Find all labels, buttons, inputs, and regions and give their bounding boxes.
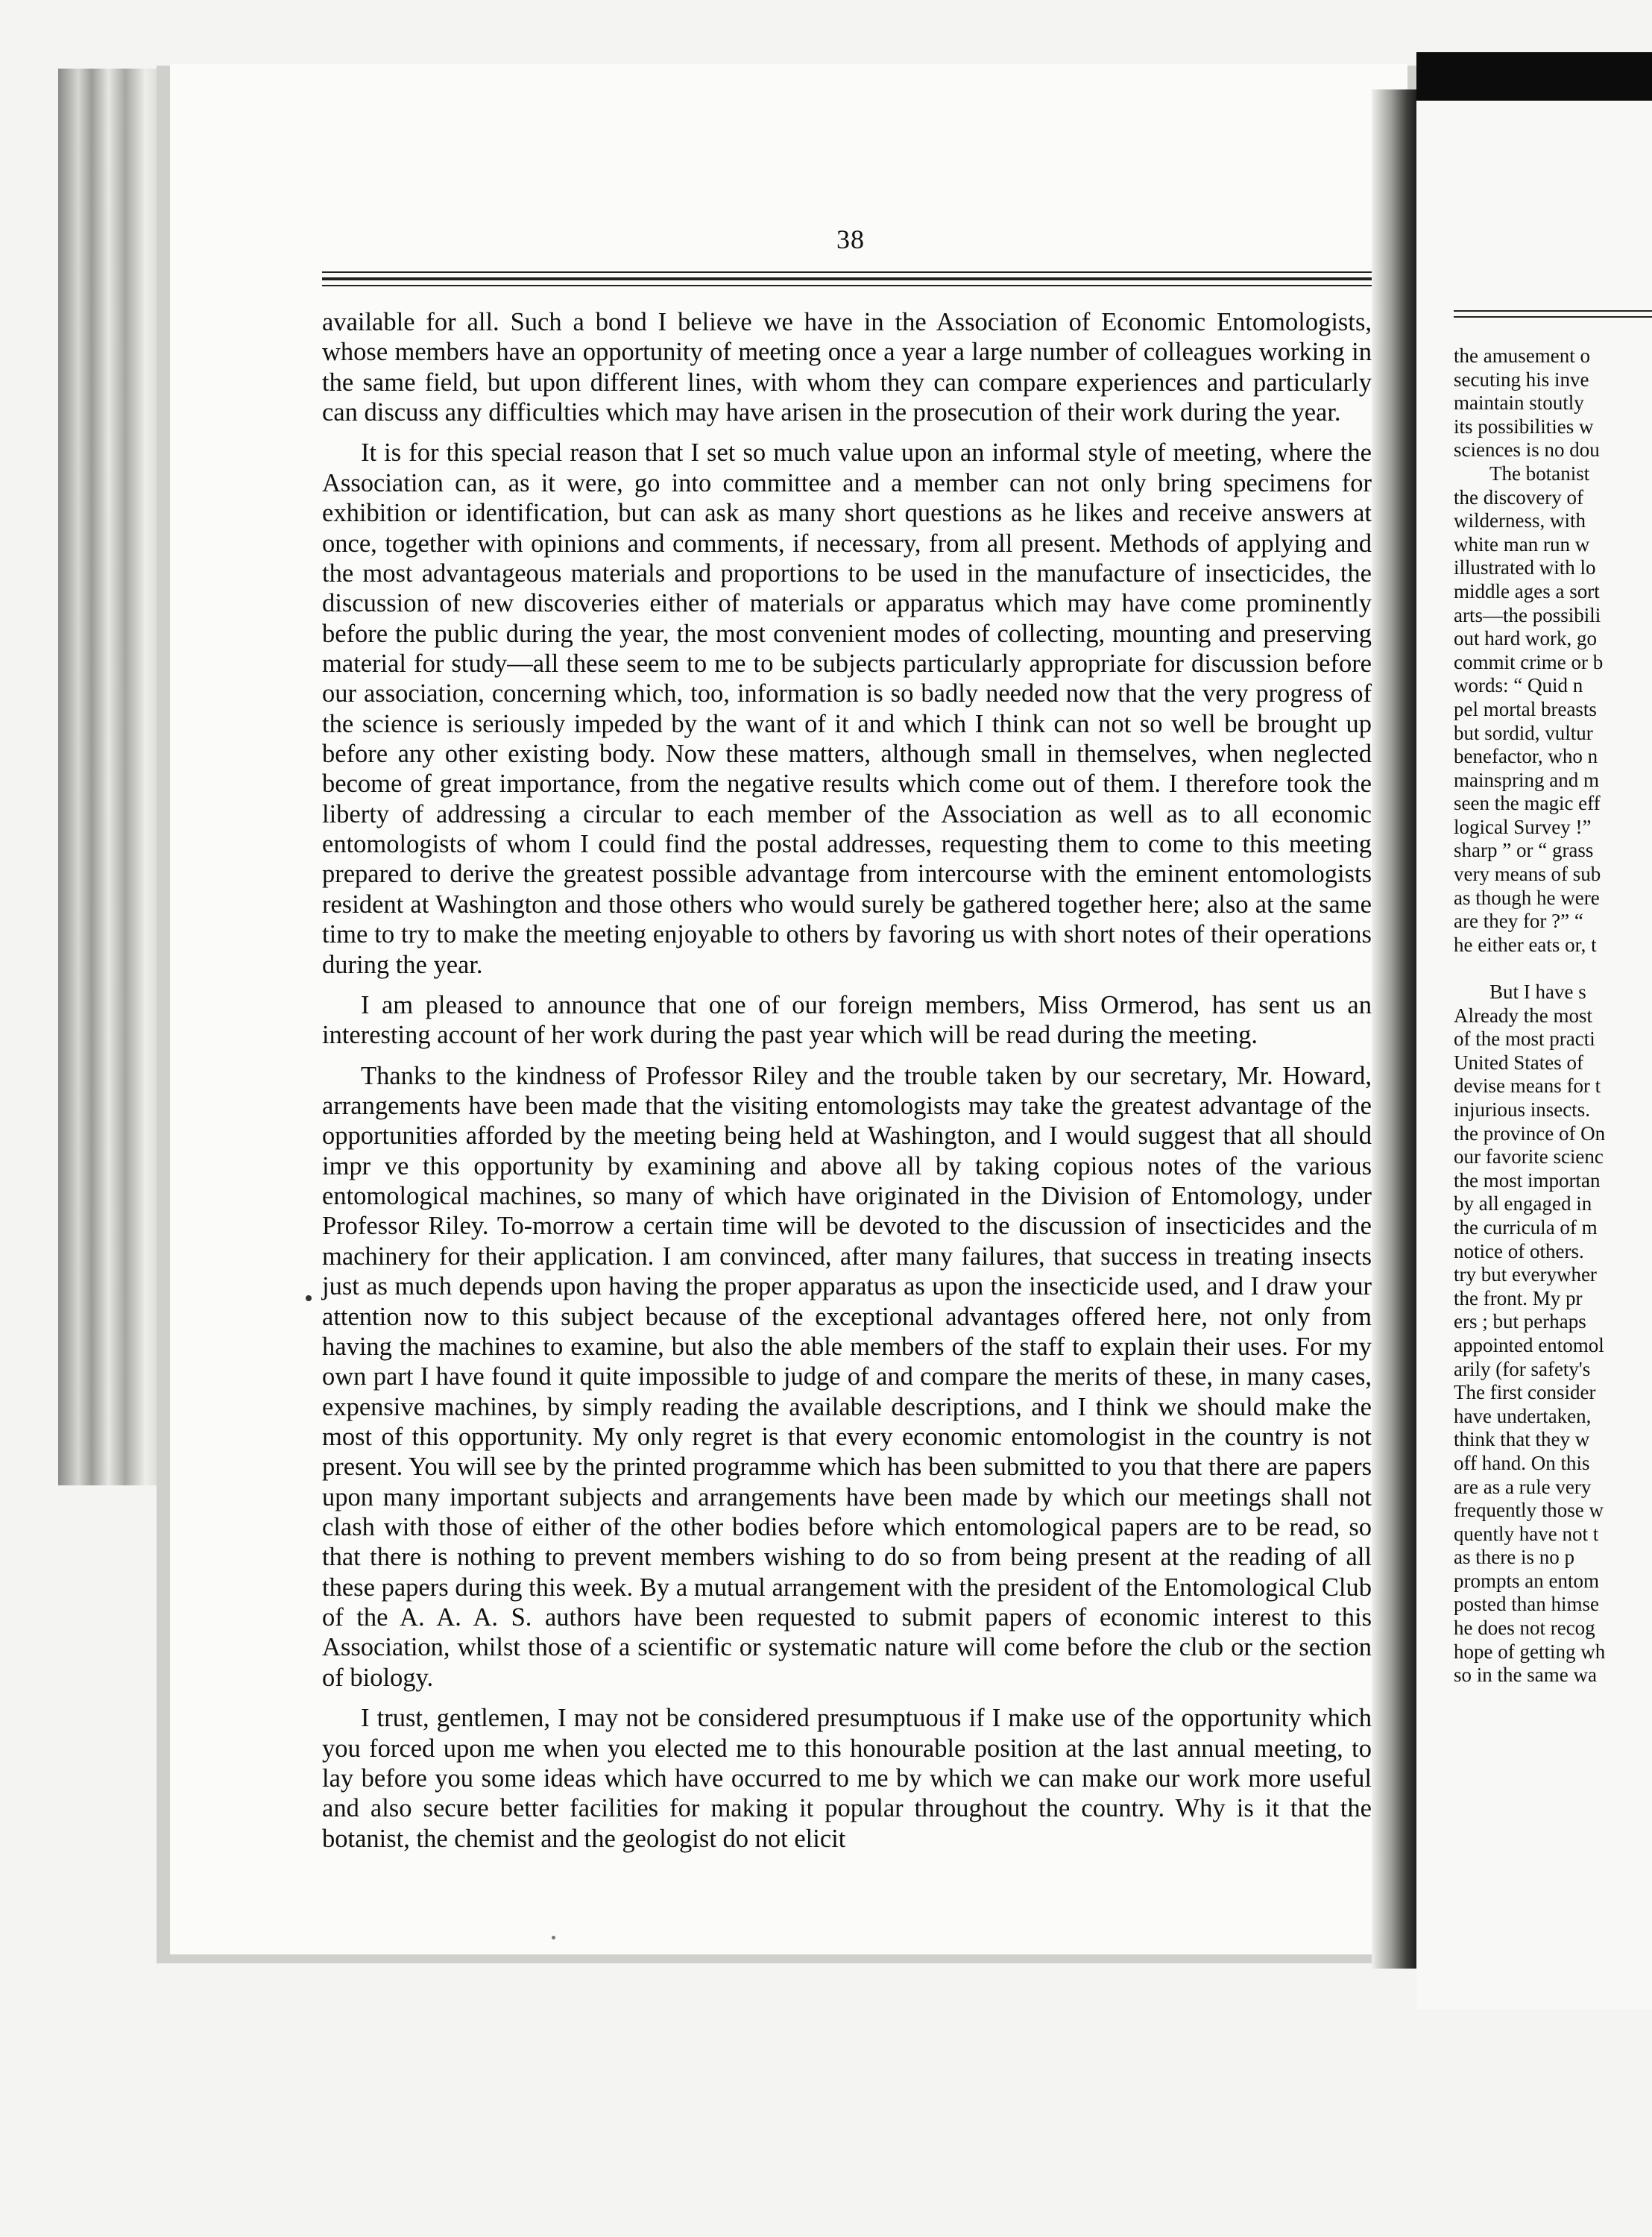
- facing-line: as though he were: [1454, 886, 1600, 909]
- facing-line: United States of: [1454, 1051, 1583, 1074]
- facing-line: very means of sub: [1454, 863, 1601, 886]
- margin-speck: [306, 1295, 312, 1301]
- page-speck: [552, 1936, 555, 1939]
- facing-line: But I have s: [1489, 981, 1586, 1004]
- facing-line: are they for ?” “: [1454, 910, 1583, 933]
- paragraph-3: I am pleased to announce that one of our foreign members, Miss Ormerod, has sent us an interesting account of her work during the past year which will be read during the meeting.: [322, 990, 1372, 1050]
- page-edges-stack: [58, 69, 170, 1485]
- facing-page-text: [1454, 344, 1652, 1687]
- facing-line: try but everywher: [1454, 1263, 1597, 1286]
- facing-line: are as a rule very: [1454, 1475, 1592, 1498]
- facing-line: secuting his inve: [1454, 368, 1589, 391]
- header-rule-lower: [322, 285, 1372, 286]
- facing-line: ers ; but perhaps: [1454, 1310, 1586, 1333]
- facing-line: arts—the possibili: [1454, 603, 1601, 626]
- facing-line: hope of getting wh: [1454, 1640, 1606, 1663]
- facing-line: middle ages a sort: [1454, 579, 1600, 602]
- facing-line: the curricula of m: [1454, 1215, 1598, 1239]
- facing-line: of the most practi: [1454, 1028, 1595, 1051]
- facing-line: The first consider: [1454, 1381, 1596, 1404]
- paragraph-4: Thanks to the kindness of Professor Riley and the trouble taken by our secretary, Mr. Howard, arrangements have been made that the visiting entomologists may take the greatest advantage of the opportunities afforded by the meeting being held at Washington, and I would suggest that all should impr ve this opportunity by examining and above all by taking copious notes of the various entomological machines, so many of which have originated in the Division of Entomology, under Professor Riley. To-morrow a certain time will be devoted to the discussion of insecticides and the machinery for their application. I am convinced, after many failures, that success in treating insects just as much depends upon having the proper apparatus as upon the insecticide used, and I draw your attention now to this subject because of the exceptional advantages offered here, not only from having the machines to examine, but also the able members of the staff to explain their uses. For my own part I have found it quite impossible to judge of and compare the merits of these, in many cases, expensive machines, by simply reading the available descriptions, and I think we should make the most of this opportunity. My only regret is that every economic entomologist in the country is not present. You will see by the printed programme which has been submitted to you that there are papers upon many important subjects and arrangements have been made by which our meetings shall not clash with those of either of the other bodies before which entomological papers are to be read, so that there is nothing to prevent members wishing to do so from being present at the reading of all these papers during this week. By a mutual arrangement with the president of the Entomological Club of the A. A. A. S. authors have been requested to submit papers of economic interest to this Association, whilst those of a scientific or systematic nature will come before the club or the section of biology.: [322, 1061, 1372, 1692]
- facing-line: he does not recog: [1454, 1617, 1595, 1640]
- facing-line: pel mortal breasts: [1454, 697, 1597, 720]
- facing-line: injurious insects.: [1454, 1098, 1590, 1121]
- facing-line: devise means for t: [1454, 1075, 1601, 1098]
- facing-line: by all engaged in: [1454, 1192, 1592, 1215]
- facing-line: sciences is no dou: [1454, 438, 1600, 462]
- facing-line: but sordid, vultur: [1454, 721, 1593, 744]
- facing-line: have undertaken,: [1454, 1404, 1592, 1427]
- facing-header-rule-lower: [1454, 316, 1652, 318]
- facing-line: the most importan: [1454, 1168, 1601, 1192]
- facing-line: its possibilities w: [1454, 415, 1594, 438]
- facing-line: the front. My pr: [1454, 1286, 1583, 1309]
- facing-line: as there is no p: [1454, 1546, 1574, 1569]
- facing-line: Already the most: [1454, 1004, 1592, 1027]
- facing-line: think that they w: [1454, 1428, 1590, 1451]
- paragraph-5: I trust, gentlemen, I may not be considered presumptuous if I make use of the opportunity which you forced upon me when you elected me to this honourable position at the last annual meeting, to lay before you some ideas which have occurred to me by which we can make our work more useful and also secure better facilities for making it popular throughout the country. Why is it that the botanist, the chemist and the geologist do not elicit: [322, 1704, 1372, 1853]
- facing-line: arily (for safety's: [1454, 1357, 1591, 1380]
- facing-line: mainspring and m: [1454, 768, 1599, 791]
- facing-line: appointed entomol: [1454, 1333, 1604, 1356]
- header-rule: [322, 271, 1372, 273]
- facing-line: prompts an entom: [1454, 1569, 1599, 1592]
- facing-line: notice of others.: [1454, 1239, 1584, 1262]
- page-body: [322, 307, 1372, 1864]
- facing-header-rule: [1454, 310, 1652, 312]
- page-number: 38: [836, 224, 865, 254]
- facing-line: posted than himse: [1454, 1593, 1599, 1616]
- facing-line: quently have not t: [1454, 1522, 1599, 1545]
- facing-line: the discovery of: [1454, 485, 1583, 509]
- paragraph-2: It is for this special reason that I set so much value upon an informal style of meeting, where the Association can, as it were, go into committee and a member can not only bring specimens for exhibition or identification, but can ask as many short questions as he likes and receive answers at once, together with opinions and comments, if necessary, from all present. Methods of applying and the most advantageous materials and proportions to be used in the manufacture of insecticides, the discussion of new discoveries either of materials or apparatus which may have come prominently before the public during the year, the most convenient modes of collecting, mounting and preserving material for study—all these seem to me to be subjects particularly appropriate for discussion before our association, concerning which, too, information is so badly needed now that the very progress of the science is seriously impeded by the want of it and which I think can not so well be brought up before any other existing body. Now these matters, although small in themselves, when neglected become of great importance, from the negative results which come out of them. I therefore took the liberty of addressing a circular to each member of the Association as well as to all economic entomologists of whom I could find the postal addresses, requesting them to come to this meeting prepared to derive the greatest possible advantage from intercourse with the eminent entomologists resident at Washington and those others who would surely be gathered together here; also at the same time to try to make the meeting enjoyable to others by favoring us with short notes of their operations during the year.: [322, 438, 1372, 979]
- facing-line: off hand. On this: [1454, 1451, 1590, 1474]
- scanner-background: [1416, 52, 1652, 104]
- facing-line: words: “ Quid n: [1454, 674, 1583, 697]
- facing-line: wilderness, with: [1454, 509, 1586, 532]
- facing-line: so in the same wa: [1454, 1664, 1597, 1687]
- facing-line: seen the magic eff: [1454, 792, 1601, 815]
- facing-line: maintain stoutly: [1454, 391, 1584, 415]
- facing-line: white man run w: [1454, 532, 1590, 556]
- facing-line: the amusement o: [1454, 344, 1590, 367]
- facing-line: sharp ” or “ grass: [1454, 839, 1594, 862]
- facing-line: the province of On: [1454, 1121, 1606, 1145]
- book-gutter: [1372, 89, 1416, 1969]
- facing-line: logical Survey !”: [1454, 815, 1592, 838]
- facing-line: frequently those w: [1454, 1499, 1604, 1522]
- facing-line: he either eats or, t: [1454, 933, 1597, 956]
- paragraph-1: available for all. Such a bond I believe we have in the Association of Economic Entomologists, whose members have an opportunity of meeting once a year a large number of colleagues working in the same field, but upon different lines, with whom they can compare experiences and particularly can discuss any difficulties which may have arisen in the prosecution of their work during the year.: [322, 308, 1372, 427]
- facing-line: commit crime or b: [1454, 650, 1604, 673]
- facing-line: illustrated with lo: [1454, 556, 1596, 579]
- facing-line: out hard work, go: [1454, 627, 1597, 650]
- facing-line: [1454, 957, 1652, 981]
- facing-line: our favorite scienc: [1454, 1145, 1604, 1168]
- header-rule-thick: [322, 277, 1372, 280]
- facing-line: The botanist: [1489, 462, 1590, 485]
- facing-line: benefactor, who n: [1454, 745, 1598, 768]
